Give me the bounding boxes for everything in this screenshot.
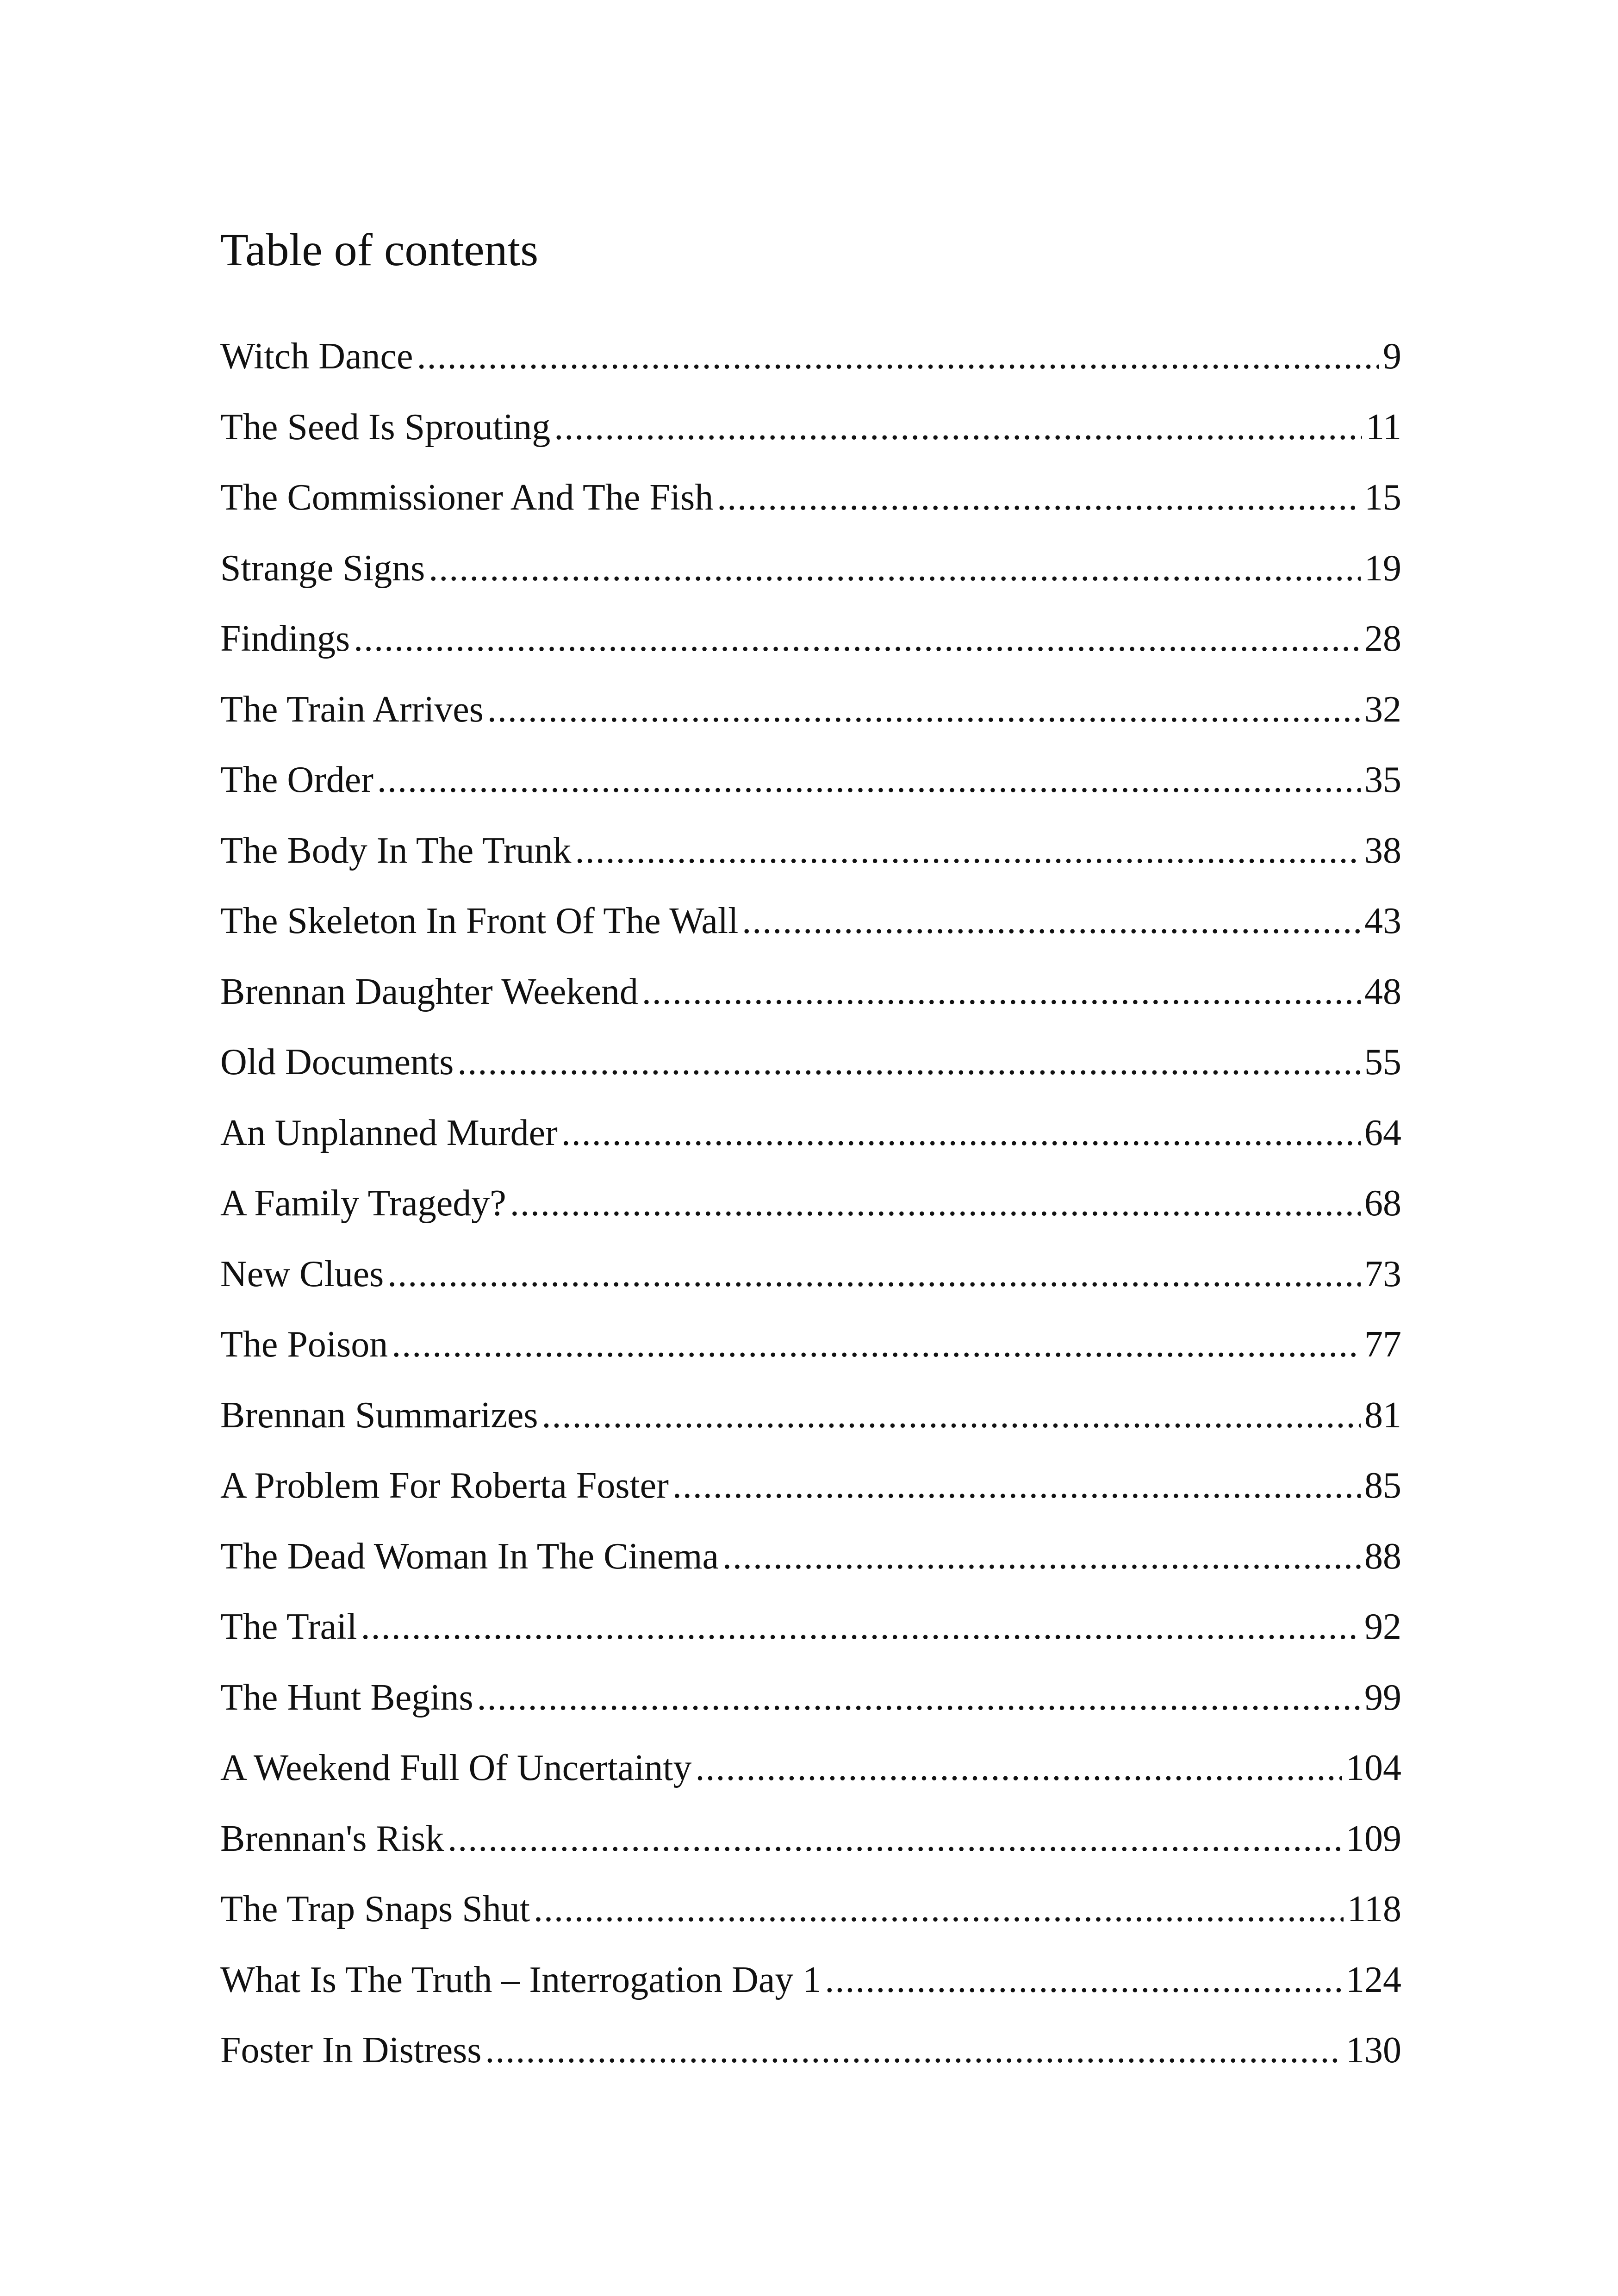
toc-page-number: 73 (1364, 1253, 1401, 1294)
toc-entry[interactable] (220, 1176, 1401, 1246)
toc-entry[interactable] (220, 1811, 1401, 1882)
toc-entry[interactable] (220, 1388, 1401, 1458)
toc-dot-leader (510, 1176, 1361, 1231)
toc-page-number: 130 (1346, 2030, 1401, 2071)
toc-entry-title: The Dead Woman In The Cinema (220, 1536, 719, 1577)
toc-dot-leader (417, 329, 1379, 384)
toc-entry[interactable] (220, 1458, 1401, 1529)
toc-entry[interactable] (220, 2022, 1401, 2093)
toc-entry-title: Old Documents (220, 1042, 454, 1083)
toc-dot-leader (477, 1670, 1361, 1725)
toc-entry-title: New Clues (220, 1253, 384, 1294)
toc-dot-leader (361, 1599, 1361, 1655)
toc-dot-leader (457, 1034, 1361, 1090)
toc-page-number: 19 (1364, 548, 1401, 589)
toc-entry-title: The Body In The Trunk (220, 830, 572, 871)
toc-entry-title: A Problem For Roberta Foster (220, 1465, 669, 1506)
toc-page-number: 28 (1364, 618, 1401, 659)
toc-entry-title: Brennan Daughter Weekend (220, 971, 638, 1012)
toc-dot-leader (541, 1388, 1361, 1443)
toc-entry-title: The Poison (220, 1324, 388, 1365)
toc-page-number: 15 (1364, 477, 1401, 518)
toc-page-number: 77 (1364, 1324, 1401, 1365)
toc-page-number: 81 (1364, 1394, 1401, 1436)
toc-entry-title: What Is The Truth – Interrogation Day 1 (220, 1959, 821, 2000)
toc-page-number: 64 (1364, 1112, 1401, 1153)
toc-entry-title: Foster In Distress (220, 2030, 482, 2071)
toc-dot-leader (487, 682, 1361, 737)
toc-page-number: 32 (1364, 689, 1401, 730)
toc-entry[interactable] (220, 399, 1401, 470)
toc-page-number: 11 (1365, 406, 1401, 448)
toc-dot-leader (717, 470, 1361, 525)
toc-dot-leader (672, 1458, 1361, 1513)
toc-page-number: 109 (1346, 1818, 1401, 1859)
toc-entry-title: Findings (220, 618, 350, 659)
toc-page-number: 35 (1364, 759, 1401, 800)
toc-entry[interactable] (220, 893, 1401, 964)
toc-dot-leader (825, 1952, 1342, 2008)
toc-entry[interactable] (220, 1740, 1401, 1811)
toc-entry-title: An Unplanned Murder (220, 1112, 558, 1153)
toc-entry[interactable] (220, 1670, 1401, 1741)
toc-entry[interactable] (220, 1599, 1401, 1670)
toc-entry[interactable] (220, 541, 1401, 611)
toc-page-number: 104 (1346, 1748, 1401, 1788)
toc-entry[interactable] (220, 1881, 1401, 1952)
toc-entry[interactable] (220, 823, 1401, 894)
toc-page-number: 55 (1364, 1042, 1401, 1083)
toc-page-number: 43 (1364, 901, 1401, 941)
toc-dot-leader (722, 1529, 1361, 1584)
toc-entry-title: Witch Dance (220, 336, 413, 377)
toc-dot-leader (534, 1881, 1344, 1937)
toc-entry[interactable] (220, 1246, 1401, 1317)
toc-dot-leader (561, 1105, 1361, 1161)
toc-dot-leader (554, 399, 1362, 455)
toc-dot-leader (448, 1811, 1342, 1867)
toc-entry-title: The Hunt Begins (220, 1677, 473, 1718)
toc-dot-leader (485, 2022, 1342, 2078)
toc-entry[interactable] (220, 470, 1401, 541)
toc-page-number: 124 (1346, 1959, 1401, 2000)
toc-dot-leader (696, 1740, 1342, 1796)
toc-entry[interactable] (220, 611, 1401, 682)
toc-entry-title: The Train Arrives (220, 689, 484, 730)
toc-dot-leader (642, 964, 1361, 1020)
toc-page-number: 85 (1364, 1465, 1401, 1506)
toc-entry-title: The Trail (220, 1606, 357, 1647)
toc-entry[interactable] (220, 682, 1401, 753)
toc-entry-title: Brennan's Risk (220, 1818, 444, 1859)
toc-dot-leader (377, 752, 1361, 808)
toc-entry-title: The Trap Snaps Shut (220, 1889, 530, 1929)
toc-entry-title: The Skeleton In Front Of The Wall (220, 901, 739, 941)
toc-page-number: 9 (1383, 336, 1401, 377)
toc-page-number: 48 (1364, 971, 1401, 1012)
toc-page-number: 92 (1364, 1606, 1401, 1647)
toc-page-number: 88 (1364, 1536, 1401, 1577)
toc-entry[interactable] (220, 1317, 1401, 1388)
toc-entry-title: Strange Signs (220, 548, 425, 589)
page-title: Table of contents (220, 224, 539, 275)
toc-entry-title: The Commissioner And The Fish (220, 477, 714, 518)
toc-dot-leader (742, 893, 1361, 949)
toc-entry[interactable] (220, 329, 1401, 399)
toc-dot-leader (387, 1246, 1361, 1302)
toc-entry[interactable] (220, 1529, 1401, 1599)
toc-page-number: 118 (1347, 1889, 1401, 1929)
toc-dot-leader (354, 611, 1361, 666)
toc-entry[interactable] (220, 752, 1401, 823)
toc-entry-title: The Order (220, 759, 373, 800)
toc-entry-title: A Family Tragedy? (220, 1183, 506, 1224)
toc-list (220, 329, 1401, 2093)
toc-entry[interactable] (220, 1034, 1401, 1105)
toc-entry[interactable] (220, 1952, 1401, 2023)
toc-entry-title: A Weekend Full Of Uncertainty (220, 1748, 692, 1788)
toc-page-number: 38 (1364, 830, 1401, 871)
toc-page-number: 68 (1364, 1183, 1401, 1224)
toc-dot-leader (575, 823, 1361, 878)
toc-dot-leader (392, 1317, 1361, 1372)
toc-dot-leader (429, 541, 1361, 596)
toc-entry[interactable] (220, 964, 1401, 1035)
toc-entry-title: Brennan Summarizes (220, 1394, 538, 1436)
toc-entry-title: The Seed Is Sprouting (220, 406, 551, 448)
toc-entry[interactable] (220, 1105, 1401, 1176)
toc-page-number: 99 (1364, 1677, 1401, 1718)
